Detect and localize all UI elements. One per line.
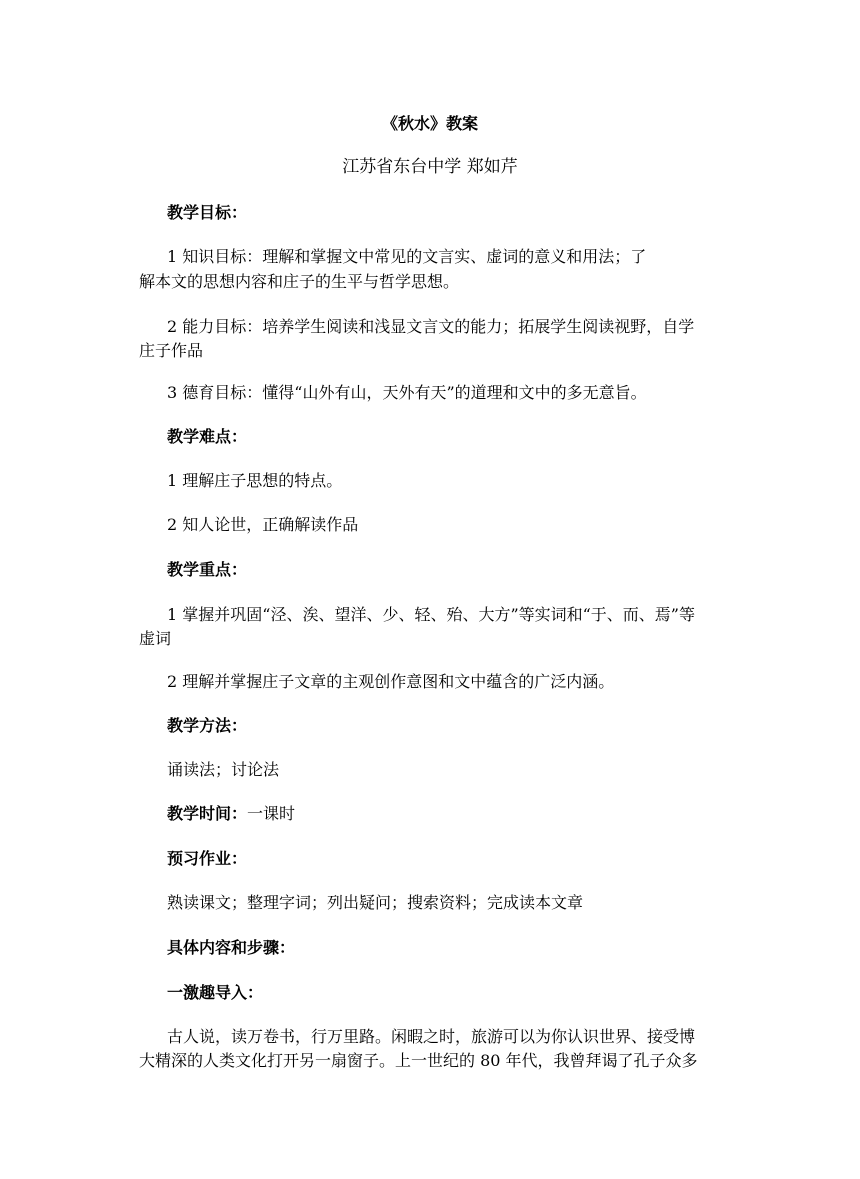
time-value: 一课时 xyxy=(247,804,296,823)
preview-text: 熟读课文；整理字词；列出疑问；搜索资料；完成读本文章 xyxy=(167,893,584,912)
key1-line1: 1 掌握并巩固“泾、涘、望洋、少、轻、殆、大方”等实词和“于、而、焉”等 xyxy=(167,605,695,624)
goal2-line1: 2 能力目标：培养学生阅读和浅显文言文的能力；拓展学生阅读视野，自学 xyxy=(167,317,695,336)
steps-heading: 具体内容和步骤： xyxy=(167,938,296,957)
goal1-line1: 1 知识目标：理解和掌握文中常见的文言实、虚词的意义和用法；了 xyxy=(167,247,647,266)
doc-author: 江苏省东台中学 郑如芹 xyxy=(342,157,518,177)
key1-line2: 虚词 xyxy=(139,629,172,648)
time-heading: 教学时间： xyxy=(167,804,248,823)
intro-line1: 古人说，读万卷书，行万里路。闲暇之时，旅游可以为你认识世界、接受博 xyxy=(167,1027,696,1046)
intro-line2: 大精深的人类文化打开另一扇窗子。上一世纪的 80 年代，我曾拜谒了孔子众多 xyxy=(139,1051,698,1070)
goals-heading: 教学目标： xyxy=(167,203,248,222)
difficult-heading: 教学难点： xyxy=(167,427,248,446)
key-heading: 教学重点： xyxy=(167,560,248,579)
method-heading: 教学方法： xyxy=(167,716,248,735)
difficult1: 1 理解庄子思想的特点。 xyxy=(167,471,343,490)
goal1-line2: 解本文的思想内容和庄子的生平与哲学思想。 xyxy=(139,272,460,291)
goal2-line2: 庄子作品 xyxy=(139,341,204,360)
goal3: 3 德育目标：懂得“山外有山，天外有天”的道理和文中的多无意旨。 xyxy=(167,383,647,402)
difficult2: 2 知人论世，正确解读作品 xyxy=(167,515,359,534)
method-text: 诵读法；讨论法 xyxy=(167,760,280,779)
key2: 2 理解并掌握庄子文章的主观创作意图和文中蕴含的广泛内涵。 xyxy=(167,672,615,691)
intro-heading: 一激趣导入： xyxy=(167,983,264,1002)
doc-title: 《秋水》教案 xyxy=(381,114,478,133)
preview-heading: 预习作业： xyxy=(167,849,248,868)
time-row xyxy=(167,803,295,825)
